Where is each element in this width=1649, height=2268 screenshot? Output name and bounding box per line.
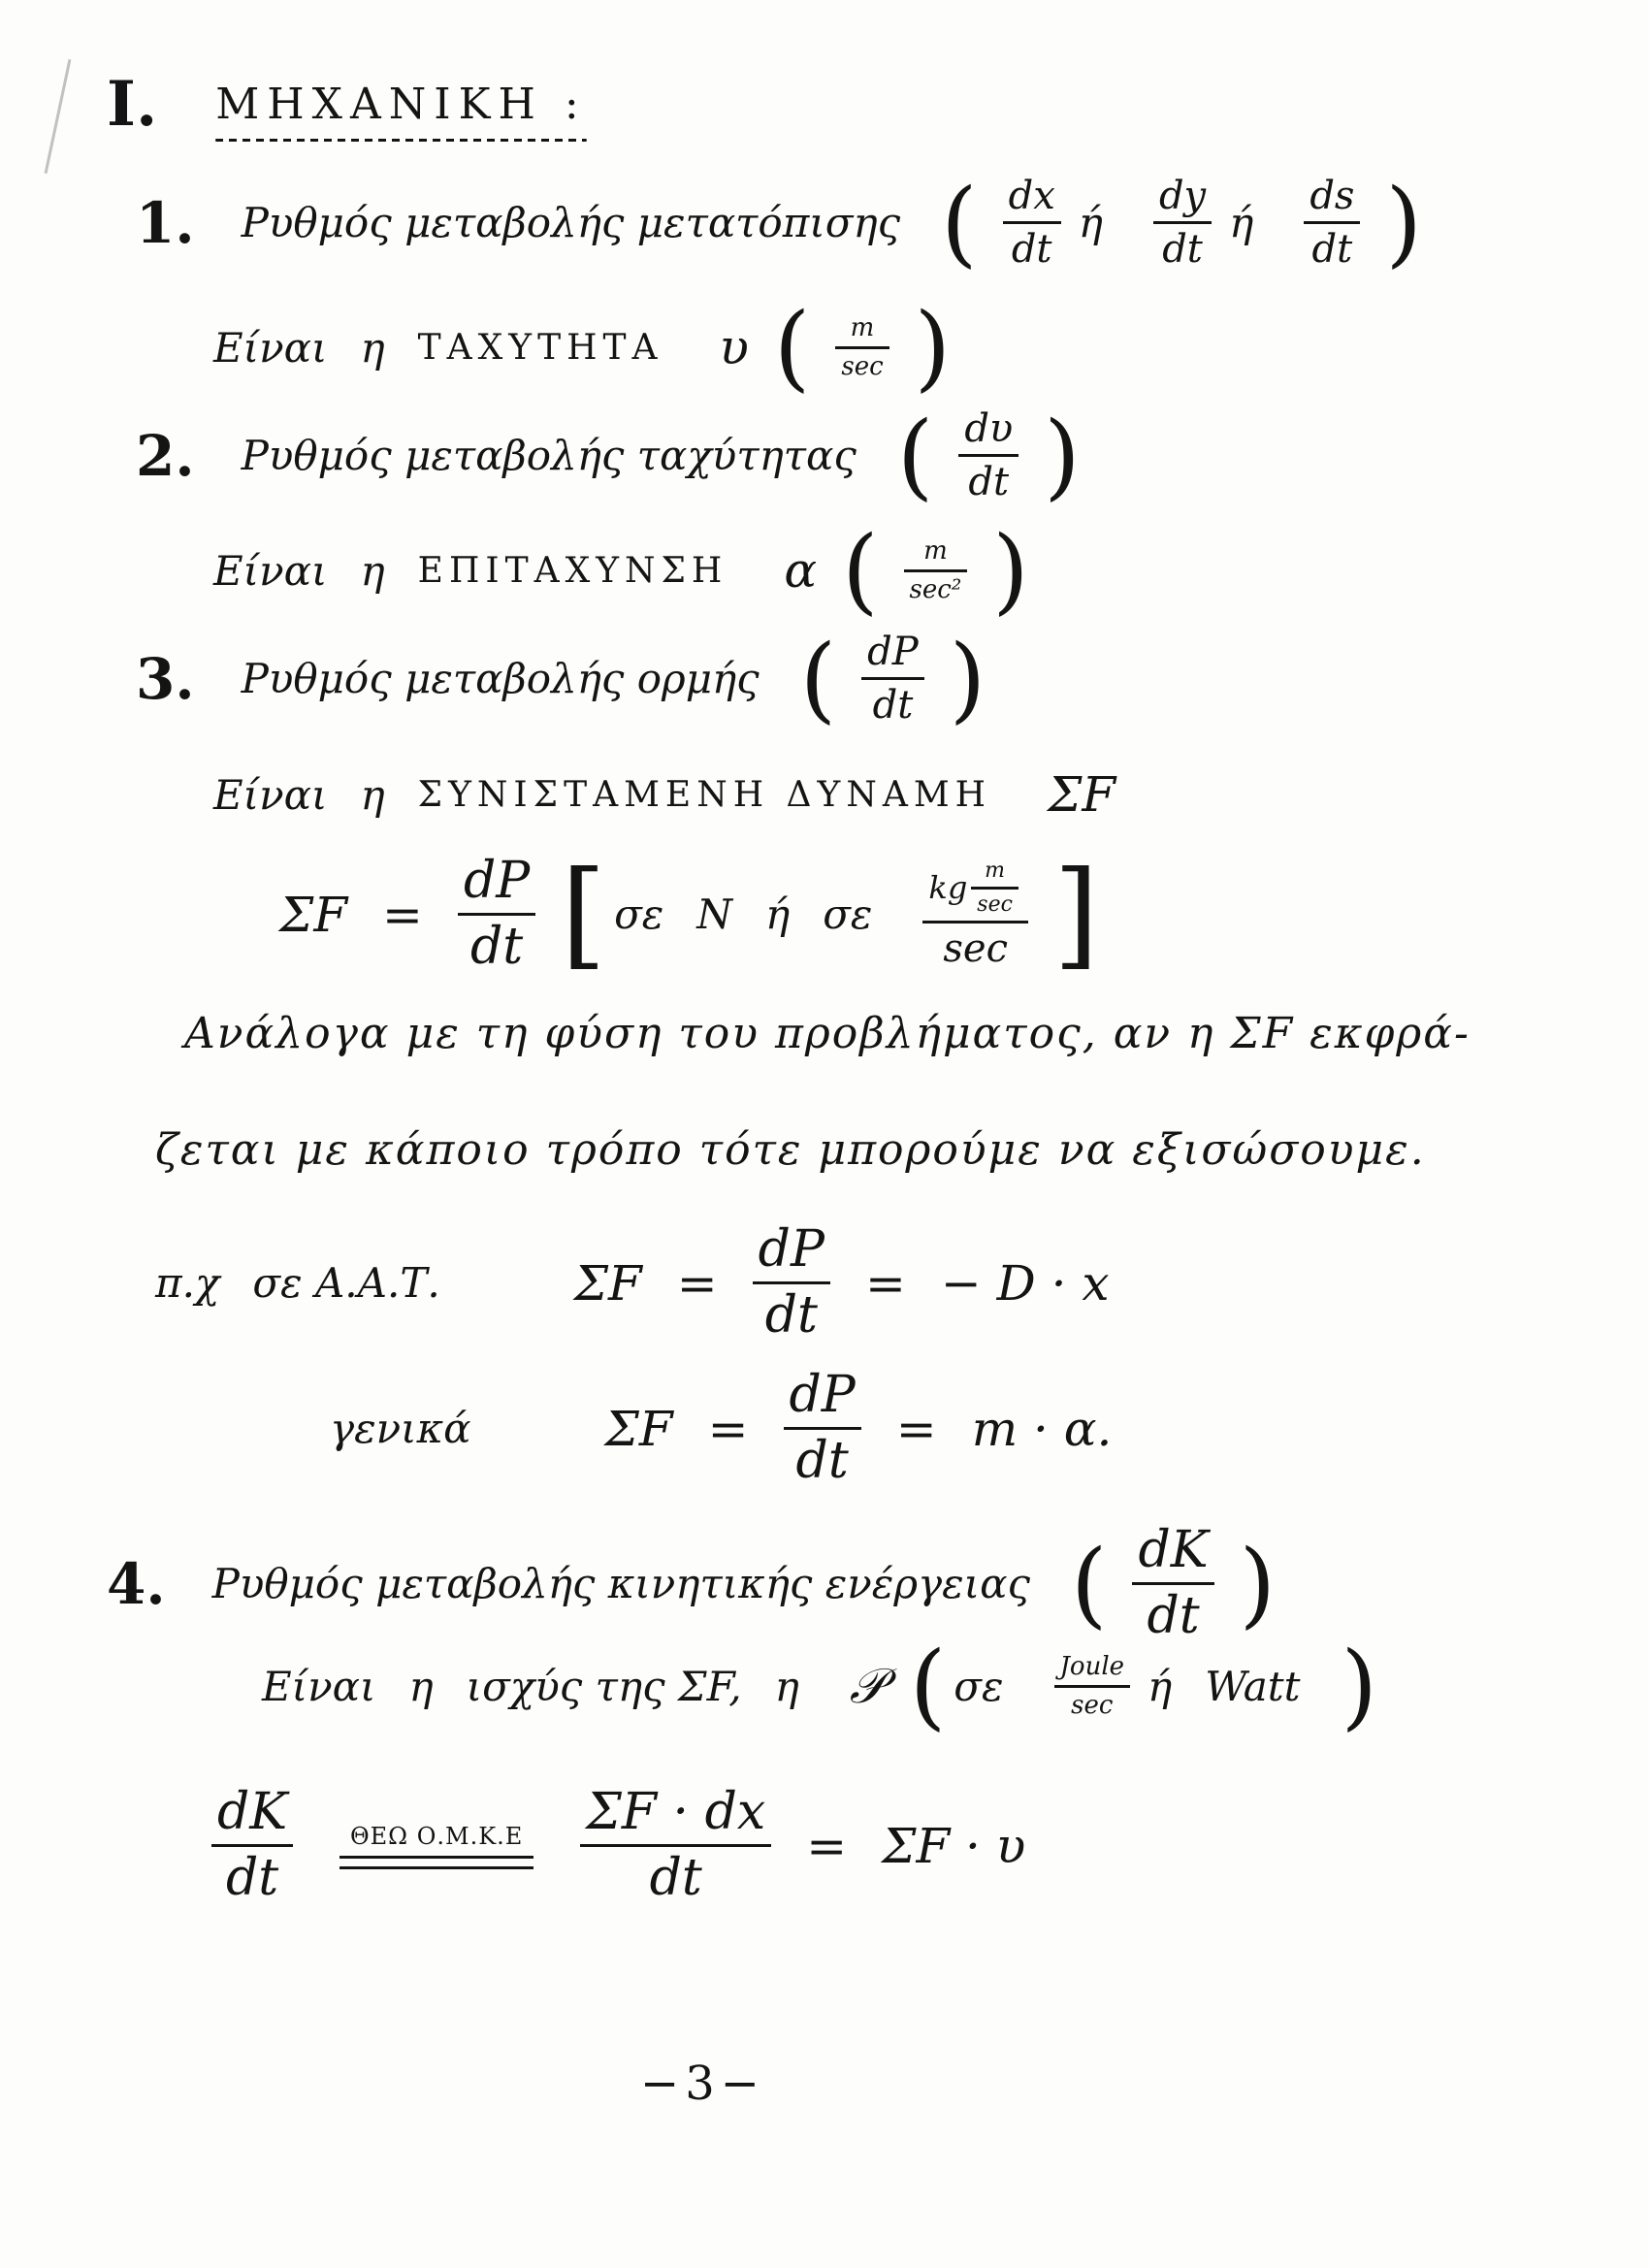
- item-4: [107, 1523, 1283, 1644]
- fraction-bar: [904, 569, 968, 572]
- unit-prefix: σε: [823, 891, 873, 939]
- fraction-bar: [835, 346, 889, 349]
- equals-sign: =: [806, 1817, 848, 1874]
- close-paren: ): [949, 624, 986, 733]
- page-number: −3−: [640, 2057, 765, 2111]
- equals-sign: =: [382, 886, 423, 943]
- close-paren: ): [914, 293, 952, 402]
- item-2-number: 2.: [136, 422, 195, 489]
- item-3-result: [213, 766, 1133, 823]
- prose-line-2: ζεται με κάποιο τρόπο τότε μπορούμε να εξισώσουμε.: [155, 1125, 1426, 1175]
- fraction-bar: [1003, 221, 1061, 224]
- equation-rhs: m · α.: [971, 1400, 1113, 1457]
- margin-mark: [45, 59, 72, 174]
- numerator: [922, 859, 1028, 917]
- denominator: dt: [470, 918, 524, 977]
- result-name: ισχύς της ΣF,: [466, 1662, 742, 1710]
- fraction-bar: [753, 1281, 830, 1284]
- fraction-work-dt: [580, 1785, 771, 1906]
- fraction-dp-dt: [753, 1222, 830, 1344]
- result-name: ΤΑΧΥΤΗΤΑ: [417, 327, 663, 368]
- fraction-ds-dt: [1304, 175, 1360, 271]
- fraction-dk-dt: [1132, 1523, 1213, 1644]
- or-word: ή: [1229, 199, 1254, 246]
- equals-sign: =: [895, 1400, 937, 1457]
- denominator: sec: [977, 891, 1013, 917]
- denominator: sec²: [909, 574, 962, 604]
- or-word: ή: [1078, 199, 1103, 246]
- item-2: [136, 401, 1088, 510]
- section-heading: ΜΗΧΑΝΙΚΗ :: [215, 80, 587, 129]
- unit-fraction: [835, 314, 889, 380]
- result-intro: Είναι: [213, 770, 328, 819]
- section-title: [107, 68, 587, 141]
- equation-lhs: ΣF: [279, 886, 348, 943]
- result-article: η: [360, 546, 385, 595]
- item-2-text: Ρυθμός μεταβολής ταχύτητας: [241, 432, 857, 479]
- item-1-result: [213, 293, 958, 402]
- fraction-dp-dt: [784, 1368, 861, 1489]
- close-paren: ): [1385, 168, 1422, 277]
- or-word: ή: [765, 891, 791, 939]
- unit-newton: N: [696, 891, 733, 939]
- unit-fraction: [1054, 1653, 1131, 1719]
- example-label: π.χ: [155, 1259, 220, 1308]
- numerator: dK: [1138, 1521, 1209, 1579]
- close-paren: ): [1341, 1632, 1377, 1740]
- example-1: [155, 1222, 1127, 1344]
- result-intro: Είναι: [262, 1662, 376, 1710]
- fraction-bar: [211, 1844, 293, 1847]
- equals-sign: =: [707, 1400, 749, 1457]
- fraction-bar: [1054, 1685, 1131, 1688]
- denominator: dt: [1147, 1587, 1200, 1646]
- unit-watt: Watt: [1205, 1662, 1301, 1710]
- result-symbol: α: [784, 542, 818, 599]
- theorem-label: ΘΕΩ Ο.Μ.Κ.Ε: [349, 1822, 524, 1850]
- numerator: ds: [1310, 174, 1355, 218]
- denominator: sec: [1071, 1690, 1114, 1720]
- numerator: m: [850, 312, 875, 342]
- equation-rhs: ΣF · υ: [882, 1817, 1026, 1874]
- result-intro: Είναι: [213, 546, 328, 595]
- item-3-number: 3.: [136, 645, 195, 712]
- result-article: η: [408, 1662, 434, 1710]
- fraction-dv-dt: [958, 407, 1018, 503]
- example-context: σε Α.Α.Τ.: [252, 1259, 440, 1308]
- unit-fraction: [904, 537, 968, 603]
- item-3-equation: [262, 846, 1107, 982]
- fraction-bar: [1304, 221, 1360, 224]
- item-1: [136, 168, 1430, 277]
- denominator: dt: [1162, 227, 1203, 272]
- fraction-bar: [784, 1427, 861, 1430]
- fraction-bar: [922, 921, 1028, 923]
- denominator: dt: [225, 1849, 279, 1908]
- unit-compound-fraction: [922, 859, 1028, 970]
- close-paren: ): [1044, 401, 1081, 510]
- equation-rhs: − D · x: [940, 1254, 1110, 1312]
- fraction-dk-dt: [211, 1785, 293, 1906]
- power-symbol: 𝒫: [849, 1657, 885, 1714]
- fraction-dx-dt: [1003, 175, 1061, 271]
- result-article: η: [774, 1662, 799, 1710]
- item-4-text: Ρυθμός μεταβολής κινητικής ενέργειας: [211, 1560, 1031, 1608]
- numerator: ΣF · dx: [586, 1783, 766, 1841]
- fraction-bar: [580, 1844, 771, 1847]
- result-article: η: [360, 770, 385, 819]
- result-symbol: ΣF: [1048, 766, 1116, 823]
- open-paren: (: [799, 624, 837, 733]
- numerator: m: [985, 858, 1006, 883]
- item-4-number: 4.: [107, 1550, 166, 1617]
- unit-kg: kg: [928, 868, 968, 906]
- unit-inner-fraction: [971, 859, 1018, 917]
- open-paren: (: [842, 516, 879, 625]
- close-paren: ): [992, 516, 1029, 625]
- numerator: Joule: [1059, 1651, 1125, 1681]
- theorem-arrow: [340, 1823, 534, 1869]
- numerator: dP: [463, 852, 531, 910]
- final-equation: [194, 1785, 1043, 1906]
- example-2: [330, 1368, 1129, 1489]
- fraction-bar: [1153, 221, 1212, 224]
- fraction-bar: [971, 887, 1018, 890]
- item-3-text: Ρυθμός μεταβολής ορμής: [241, 655, 760, 702]
- numerator: dP: [789, 1366, 856, 1424]
- open-paren: (: [773, 293, 811, 402]
- equals-sign: =: [676, 1254, 718, 1312]
- item-3: [136, 624, 993, 733]
- close-bracket: ]: [1052, 846, 1099, 982]
- numerator: dy: [1158, 174, 1207, 218]
- fraction-bar: [958, 454, 1018, 457]
- fraction-dp-dt: [861, 631, 924, 727]
- open-paren: (: [896, 401, 934, 510]
- open-paren: (: [941, 168, 978, 277]
- item-1-text: Ρυθμός μεταβολής μετατόπισης: [241, 199, 901, 246]
- fraction-dy-dt: [1153, 175, 1212, 271]
- numerator: dx: [1008, 174, 1055, 218]
- result-name: ΣΥΝΙΣΤΑΜΕΝΗ ΔΥΝΑΜΗ: [417, 774, 992, 815]
- or-word: ή: [1148, 1662, 1173, 1710]
- result-article: η: [360, 323, 385, 372]
- result-intro: Είναι: [213, 323, 328, 372]
- close-paren: ): [1239, 1529, 1277, 1638]
- open-paren: (: [1071, 1529, 1108, 1638]
- denominator: dt: [968, 460, 1010, 504]
- denominator: dt: [872, 683, 914, 728]
- unit-prefix: σε: [614, 891, 664, 939]
- denominator: dt: [795, 1432, 849, 1491]
- result-symbol: υ: [719, 319, 749, 375]
- denominator: dt: [649, 1849, 702, 1908]
- fraction-bar: [861, 677, 924, 680]
- equals-sign: =: [864, 1254, 906, 1312]
- item-4-result: [262, 1632, 1385, 1740]
- denominator: dt: [1011, 227, 1052, 272]
- numerator: m: [923, 535, 948, 566]
- numerator: dυ: [964, 406, 1014, 451]
- numerator: dP: [867, 630, 919, 674]
- fraction-bar: [1132, 1582, 1213, 1585]
- denominator: sec: [943, 925, 1008, 971]
- open-bracket: [: [561, 846, 607, 982]
- numerator: dP: [758, 1220, 824, 1279]
- item-2-result: [213, 516, 1037, 625]
- denominator: sec: [841, 351, 884, 381]
- denominator: dt: [1311, 227, 1353, 272]
- double-line: [340, 1856, 534, 1869]
- fraction-dp-dt: [458, 854, 535, 975]
- section-number: Ι.: [107, 68, 158, 141]
- denominator: dt: [764, 1286, 818, 1345]
- numerator: dK: [217, 1783, 288, 1841]
- fraction-bar: [458, 913, 535, 916]
- item-1-number: 1.: [136, 189, 195, 256]
- open-paren: (: [909, 1632, 947, 1740]
- result-name: ΕΠΙΤΑΧΥΝΣΗ: [417, 550, 728, 591]
- unit-prefix: σε: [954, 1662, 1004, 1710]
- prose-line-1: Ανάλογα με τη φύση του προβλήματος, αν η ΣF εκφρά-: [184, 1009, 1471, 1058]
- equation-lhs: ΣF: [573, 1254, 642, 1312]
- example-label: γενικά: [330, 1405, 471, 1453]
- equation-lhs: ΣF: [604, 1400, 673, 1457]
